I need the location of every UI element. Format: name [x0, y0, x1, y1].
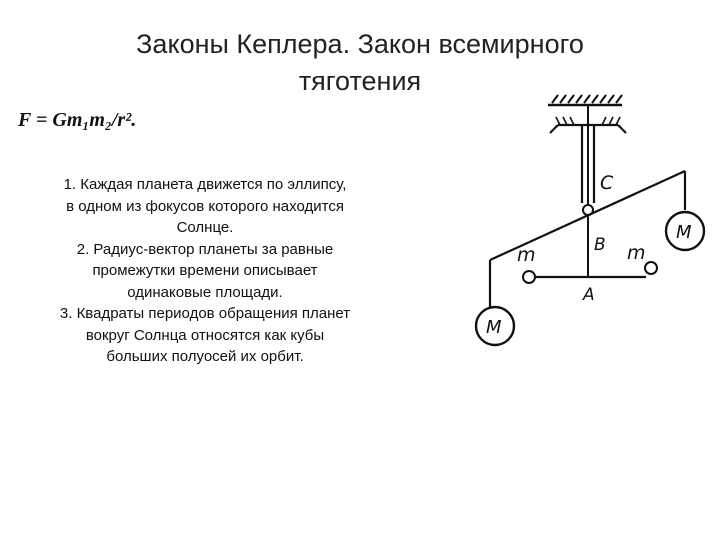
small-mass-right — [645, 262, 657, 274]
kepler-laws-text — [20, 174, 390, 368]
label-big-m-left: M — [486, 317, 502, 338]
ceiling-support — [548, 95, 622, 105]
label-m-left: m — [517, 244, 536, 266]
label-a: A — [583, 285, 595, 305]
label-c: C — [600, 172, 614, 194]
law-line-2: в одном из фокусов которого находится — [66, 197, 344, 215]
law-line-4: 2. Радиус-вектор планеты за равные — [76, 240, 334, 258]
law-line-3: Солнце. — [176, 219, 234, 236]
law-line-7: 3. Квадраты периодов обращения планет — [59, 305, 351, 322]
gravitation-formula: F = Gm₁m₂/r². — [18, 109, 137, 131]
label-b: B — [594, 235, 606, 255]
law-line-9: больших полуосей их орбит. — [106, 348, 304, 365]
label-m-right: m — [627, 242, 646, 264]
title-line-1: Законы Кеплера. Закон всемирного — [136, 29, 584, 59]
law-line-6: одинаковые площади. — [127, 283, 283, 301]
title-line-2: тяготения — [298, 66, 422, 96]
law-line-8: вокруг Солнца относятся как кубы — [85, 326, 325, 344]
label-big-m-right: M — [676, 222, 692, 243]
cavendish-balance-diagram — [450, 85, 710, 375]
law-line-1: 1. Каждая планета движется по эллипсу, — [63, 176, 347, 193]
small-mass-left — [523, 271, 535, 283]
law-line-5: промежутки времени описывает — [92, 262, 318, 279]
